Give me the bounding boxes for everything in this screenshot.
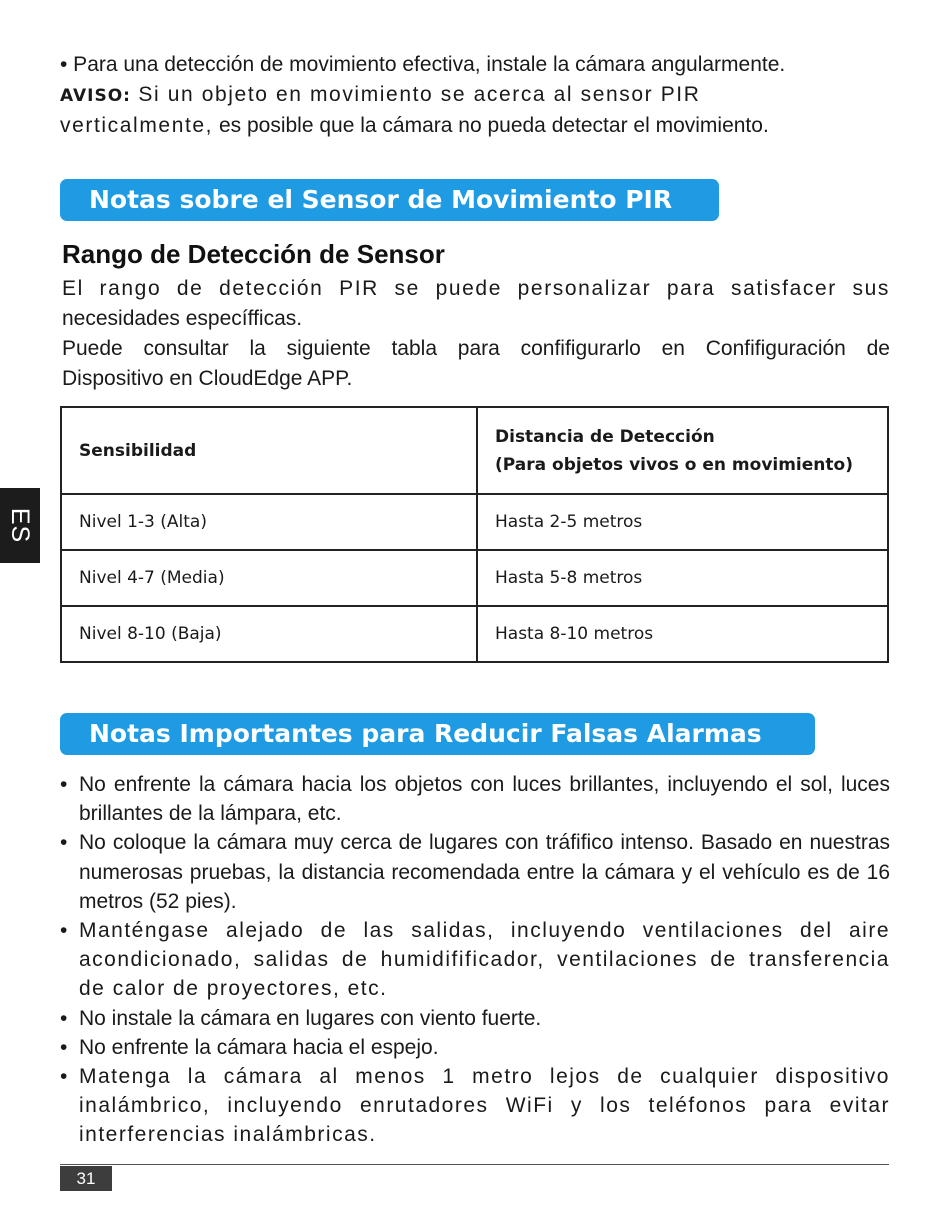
table-cell-level: Nivel 1-3 (Alta) bbox=[61, 494, 477, 550]
desc-line: necesidades específficas. bbox=[62, 307, 303, 330]
table-cell-level: Nivel 4-7 (Media) bbox=[61, 550, 477, 606]
header-distance-title: Distancia de Detección bbox=[495, 426, 715, 447]
list-item bbox=[60, 1062, 890, 1150]
bullet-dot: • bbox=[60, 1035, 68, 1059]
page-number: 31 bbox=[60, 1166, 112, 1191]
table-header-distance bbox=[477, 407, 888, 494]
footer-divider bbox=[60, 1164, 889, 1165]
bullet-dot: • bbox=[60, 1065, 69, 1089]
notice-text-rest: es posible que la cámara no pueda detectar el movimiento. bbox=[213, 114, 769, 137]
desc-line: Puede consultar la siguiente tabla para confifigurarlo en Confifiguración de bbox=[62, 337, 890, 360]
notice-line bbox=[60, 80, 902, 111]
section-banner-false-alarms: Notas Importantes para Reducir Falsas Alarmas bbox=[60, 713, 815, 755]
list-item-text: No coloque la cámara muy cerca de lugares con tráfifico intenso. Basado en nuestras numerosas pruebas, la distancia recomendada entre la cámara y el vehículo es de 16 metros (52 pies). bbox=[79, 831, 890, 913]
table-header-sensitivity: Sensibilidad bbox=[61, 407, 477, 494]
desc-line: Dispositivo en CloudEdge APP. bbox=[62, 367, 353, 390]
list-item bbox=[60, 1033, 890, 1062]
section-banner-pir: Notas sobre el Sensor de Movimiento PIR bbox=[60, 179, 719, 221]
list-item-text: Matenga la cámara al menos 1 metro lejos de cualquier dispositivo inalámbrico, incluyendo enrutadores WiFi y los teléfonos para evitar interferencias inalámbricas. bbox=[79, 1065, 890, 1147]
false-alarm-tips-list bbox=[60, 770, 890, 1150]
notice-text: Si un objeto en movimiento se acerca al sensor PIR bbox=[130, 83, 701, 106]
table-cell-distance: Hasta 5-8 metros bbox=[477, 550, 888, 606]
intro-bullet: • Para una detección de movimiento efectiva, instale la cámara angularmente. bbox=[60, 53, 786, 76]
bullet-dot: • bbox=[60, 919, 69, 943]
section-description bbox=[62, 274, 890, 394]
table-row bbox=[61, 494, 888, 550]
list-item-text: Manténgase alejado de las salidas, incluyendo ventilaciones del aire acondicionado, salidas de humidifificador, ventilaciones de transferencia de calor de proyectores, etc. bbox=[79, 919, 890, 1001]
list-item-text: No instale la cámara en lugares con viento fuerte. bbox=[79, 1006, 542, 1030]
bullet-dot: • bbox=[60, 773, 68, 796]
sensitivity-table bbox=[60, 406, 889, 663]
desc-line: El rango de detección PIR se puede personalizar para satisfacer sus bbox=[62, 277, 890, 300]
language-side-tab bbox=[0, 488, 40, 563]
list-item-text: No enfrente la cámara hacia los objetos con luces brillantes, incluyendo el sol, luces brillantes de la lámpara, etc. bbox=[79, 773, 890, 826]
table-cell-distance: Hasta 8-10 metros bbox=[477, 606, 888, 662]
notice-label: AVISO: bbox=[60, 86, 131, 106]
section-heading: Rango de Detección de Sensor bbox=[62, 239, 445, 269]
table-row bbox=[61, 606, 888, 662]
table-cell-level: Nivel 8-10 (Baja) bbox=[61, 606, 477, 662]
list-item bbox=[60, 828, 890, 916]
bullet-dot: • bbox=[60, 1006, 68, 1030]
notice-text-word: verticalmente, bbox=[60, 114, 214, 137]
table-cell-distance: Hasta 2-5 metros bbox=[477, 494, 888, 550]
bullet-dot: • bbox=[60, 831, 68, 855]
list-item bbox=[60, 916, 890, 1004]
intro-block bbox=[60, 50, 902, 141]
table-header-row bbox=[61, 407, 888, 494]
language-label: ES bbox=[6, 507, 35, 544]
list-item bbox=[60, 1004, 890, 1033]
notice-text-continued bbox=[60, 111, 902, 141]
table-row bbox=[61, 550, 888, 606]
header-distance-subtitle: (Para objetos vivos o en movimiento) bbox=[495, 454, 853, 475]
list-item-text: No enfrente la cámara hacia el espejo. bbox=[79, 1035, 439, 1059]
list-item bbox=[60, 770, 890, 828]
